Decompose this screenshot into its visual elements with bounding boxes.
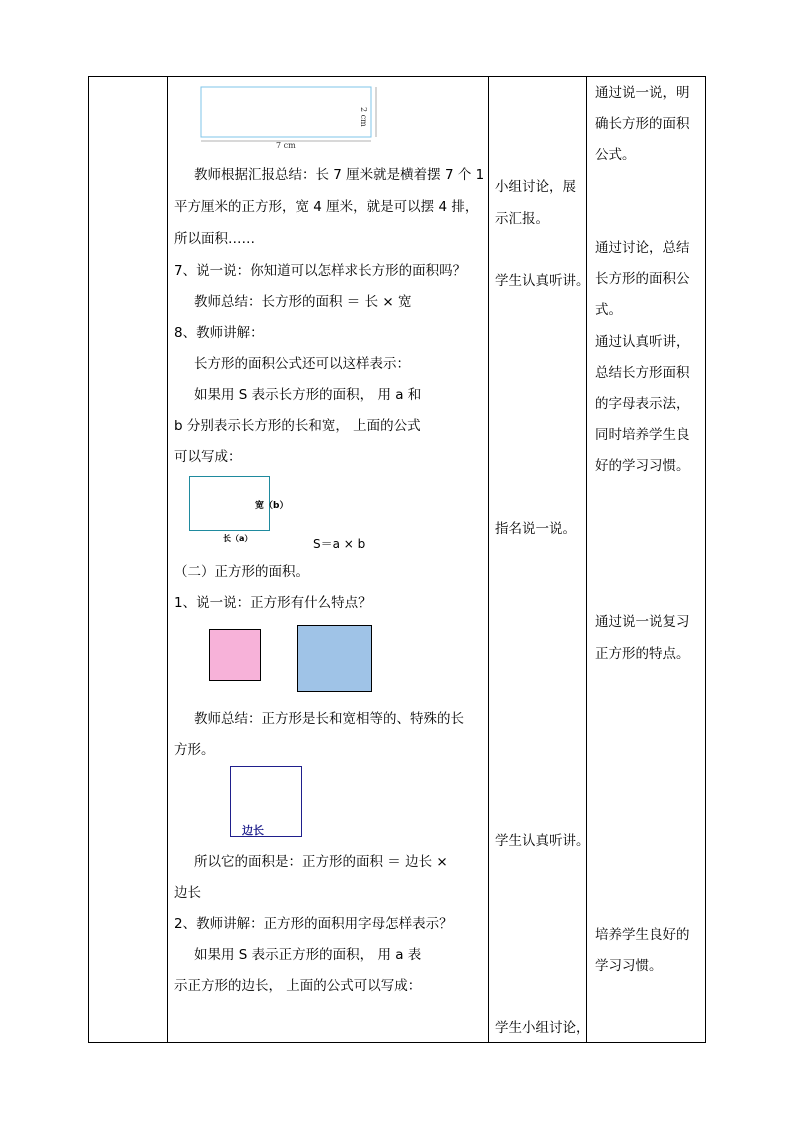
intent-3-line2: 总结长方形面积: [595, 365, 690, 381]
square-step2: 2、教师讲解：正方形的面积用字母怎样表示？: [174, 916, 453, 932]
intent-3-line5: 好的学习习惯。: [595, 458, 690, 474]
square-side-figure: [230, 766, 302, 837]
square-area-line2: 边长: [174, 885, 201, 901]
teaching-content-column: [168, 77, 488, 1042]
intent-3-line1: 通过认真听讲，: [595, 334, 690, 350]
rect-height-label: 2 cm: [359, 107, 368, 127]
student-activity-4: 学生认真听讲。: [495, 833, 590, 849]
intent-3-line3: 的字母表示法，: [595, 396, 690, 412]
rect-width-label: 7 cm: [276, 141, 296, 150]
para1-line2: 平方厘米的正方形，宽 4 厘米，就是可以摆 4 排，: [174, 199, 479, 215]
intent-1-line2: 确长方形的面积: [595, 116, 690, 132]
square-step2-line1: 如果用 S 表示正方形的面积， 用 a 表: [194, 947, 422, 963]
student-activity-3: 指名说一说。: [495, 521, 576, 537]
para1-line3: 所以面积……: [174, 231, 255, 247]
rect-area-formula: S＝a × b: [313, 537, 366, 551]
intent-2-line2: 长方形的面积公: [595, 271, 690, 287]
intent-4-line2: 正方形的特点。: [595, 646, 690, 662]
student-activity-1-line2: 示汇报。: [495, 211, 549, 227]
intent-4-line1: 通过说一说复习: [595, 614, 690, 630]
student-activity-2: 学生认真听讲。: [495, 273, 590, 289]
intent-3-line4: 同时培养学生良: [595, 427, 690, 443]
pink-square: [209, 629, 261, 681]
intent-1-line3: 公式。: [595, 147, 636, 163]
step8-line2: 如果用 S 表示长方形的面积， 用 a 和: [194, 387, 422, 403]
intent-2-line3: 式。: [595, 302, 622, 318]
intent-5-line1: 培养学生良好的: [595, 927, 690, 943]
para1-line1: 教师根据汇报总结：长 7 厘米就是横着摆 7 个 1: [194, 167, 485, 183]
student-activity-column: [489, 77, 590, 1042]
square-summary-line2: 方形。: [174, 742, 215, 758]
square-side-label: 边长: [242, 824, 264, 837]
blue-square: [297, 625, 372, 692]
rect-width-b-label: 宽（b）: [255, 501, 289, 511]
lesson-table: [88, 76, 706, 1043]
intent-2-line1: 通过讨论，总结: [595, 240, 690, 256]
student-activity-5: 学生小组讨论，: [495, 1020, 590, 1036]
step8-heading: 8、教师讲解：: [174, 325, 264, 341]
intent-5-line2: 学习习惯。: [595, 958, 663, 974]
square-area-line1: 所以它的面积是：正方形的面积 ＝ 边长 ×: [194, 854, 448, 870]
step8-line3: b 分别表示长方形的长和宽， 上面的公式: [174, 418, 421, 434]
design-intent-column: [587, 77, 706, 1042]
step7-summary: 教师总结：长方形的面积 ＝ 长 × 宽: [194, 294, 412, 310]
section2-heading: （二）正方形的面积。: [174, 564, 309, 580]
step7-question: 7、说一说：你知道可以怎样求长方形的面积吗？: [174, 263, 467, 279]
square-step1: 1、说一说：正方形有什么特点？: [174, 595, 372, 611]
step8-line1: 长方形的面积公式还可以这样表示：: [194, 356, 410, 372]
intent-1-line1: 通过说一说，明: [595, 85, 690, 101]
rect-length-a-label: 长（a）: [223, 534, 253, 543]
square-step2-line2: 示正方形的边长， 上面的公式可以写成：: [174, 978, 422, 994]
square-summary-line1: 教师总结：正方形是长和宽相等的、特殊的长: [194, 711, 464, 727]
student-activity-1-line1: 小组讨论，展: [495, 179, 576, 195]
rect-7x2-shape: [201, 87, 371, 137]
step8-line4: 可以写成：: [174, 449, 242, 465]
